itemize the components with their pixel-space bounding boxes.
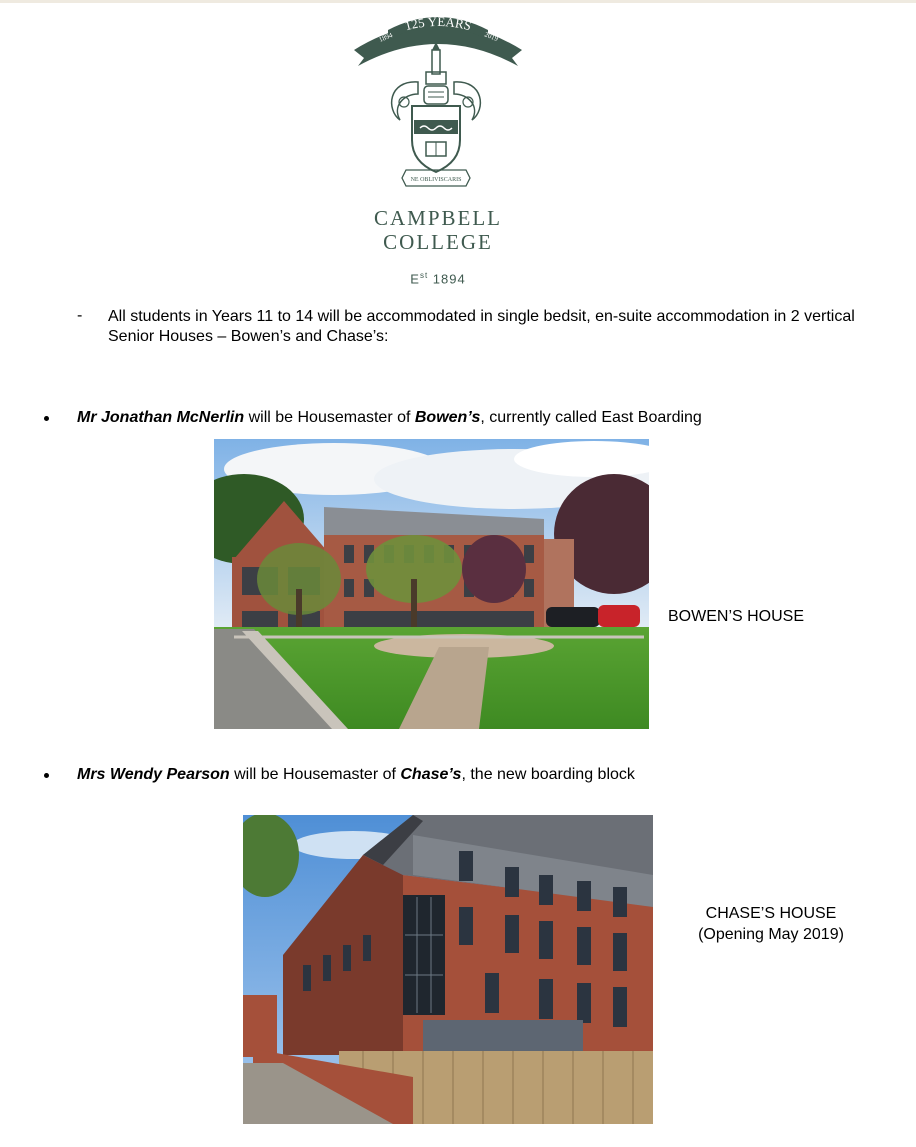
- banner-year-left: 1894: [377, 31, 394, 44]
- bullet-dot: [44, 416, 49, 421]
- bullet-dot: [44, 773, 49, 778]
- college-crest-logo: [348, 10, 528, 190]
- housemaster-name: Mr Jonathan McNerlin: [77, 409, 245, 426]
- house-name: Bowen’s: [414, 409, 481, 426]
- college-name-line2: COLLEGE: [383, 230, 493, 254]
- crest-motto: NE OBLIVISCARIS: [410, 177, 462, 183]
- page-top-rule: [0, 0, 916, 3]
- chases-house-photo: [243, 815, 653, 1124]
- bowens-house-photo: [214, 439, 649, 729]
- intro-dash: -: [77, 307, 83, 324]
- house-name: Chase’s: [400, 766, 462, 783]
- housemaster-name: Mrs Wendy Pearson: [77, 766, 230, 783]
- anniversary-banner-text: 125 YEARS: [403, 13, 473, 34]
- banner-year-right: 2019: [483, 30, 500, 44]
- intro-paragraph: All students in Years 11 to 14 will be accommodated in single bedsit, en-suite accommodation in 2 vertical Senior Houses – Bowen’s and Chase’s:: [108, 308, 855, 345]
- established-year: $E^{st}$ 1894: [410, 271, 466, 287]
- chases-caption: CHASE’S HOUSE (Opening May 2019): [698, 905, 844, 943]
- college-name-line1: CAMPBELL: [373, 206, 502, 230]
- bowens-caption: BOWEN’S HOUSE: [668, 608, 805, 625]
